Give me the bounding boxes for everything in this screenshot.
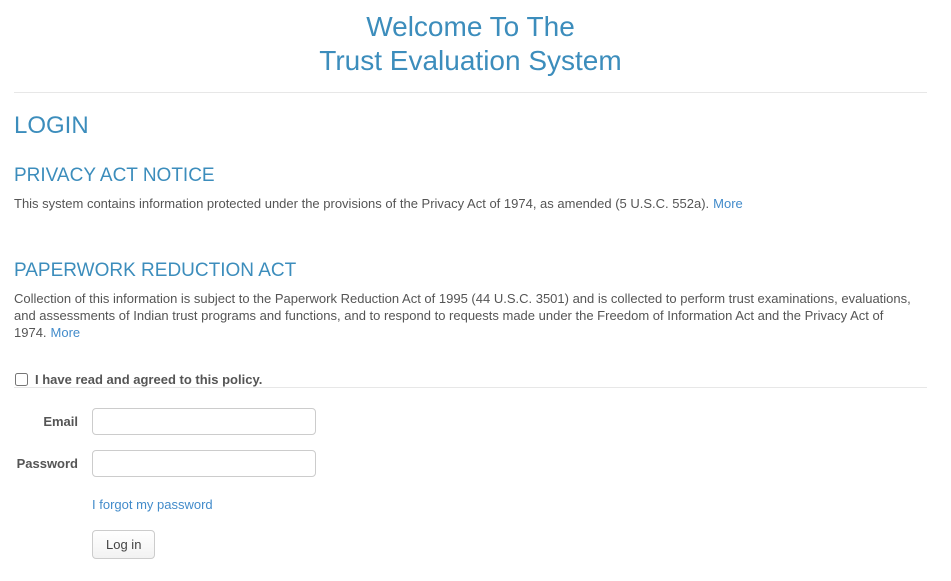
email-field[interactable] (92, 408, 316, 435)
forgot-password-row (92, 497, 927, 512)
page-title (14, 10, 927, 78)
paperwork-act-body: Collection of this information is subject to the Paperwork Reduction Act of 1995 (44 U.S.C. 3501) and is collected to perform trust examinations, evaluations, and assessments of Indian trust programs and functions, and to respond to requests made under the Freedom of Information Act and the Privacy Act of 1974. (14, 291, 911, 340)
header-divider (14, 92, 927, 93)
paperwork-act-heading: PAPERWORK REDUCTION ACT (14, 260, 297, 281)
policy-agreement-label: I have read and agreed to this policy. (35, 372, 263, 387)
paperwork-act-section (14, 260, 927, 341)
password-field[interactable] (92, 450, 316, 477)
email-label: Email (43, 414, 78, 429)
login-button-row (92, 530, 927, 559)
policy-agreement-checkbox[interactable] (15, 373, 28, 386)
email-row (14, 408, 927, 435)
privacy-act-section (14, 165, 927, 212)
policy-agreement-row (14, 372, 927, 387)
form-divider (14, 387, 927, 388)
login-heading: LOGIN (14, 112, 89, 139)
privacy-act-text (14, 195, 927, 212)
paperwork-act-text (14, 290, 927, 341)
login-page (0, 10, 951, 559)
privacy-act-heading: PRIVACY ACT NOTICE (14, 165, 215, 186)
password-row (14, 450, 927, 477)
paperwork-more-link[interactable]: More (50, 325, 81, 340)
page-title-line2: Trust Evaluation System (319, 45, 622, 76)
privacy-act-body: This system contains information protected under the provisions of the Privacy Act of 1974, as amended (5 U.S.C. 552a). (14, 196, 710, 211)
password-label: Password (16, 456, 78, 471)
page-title-line1: Welcome To The (366, 11, 575, 42)
login-form (14, 408, 927, 559)
privacy-more-link[interactable]: More (713, 196, 743, 211)
login-button[interactable]: Log in (92, 530, 155, 559)
forgot-password-link[interactable]: I forgot my password (92, 497, 213, 512)
